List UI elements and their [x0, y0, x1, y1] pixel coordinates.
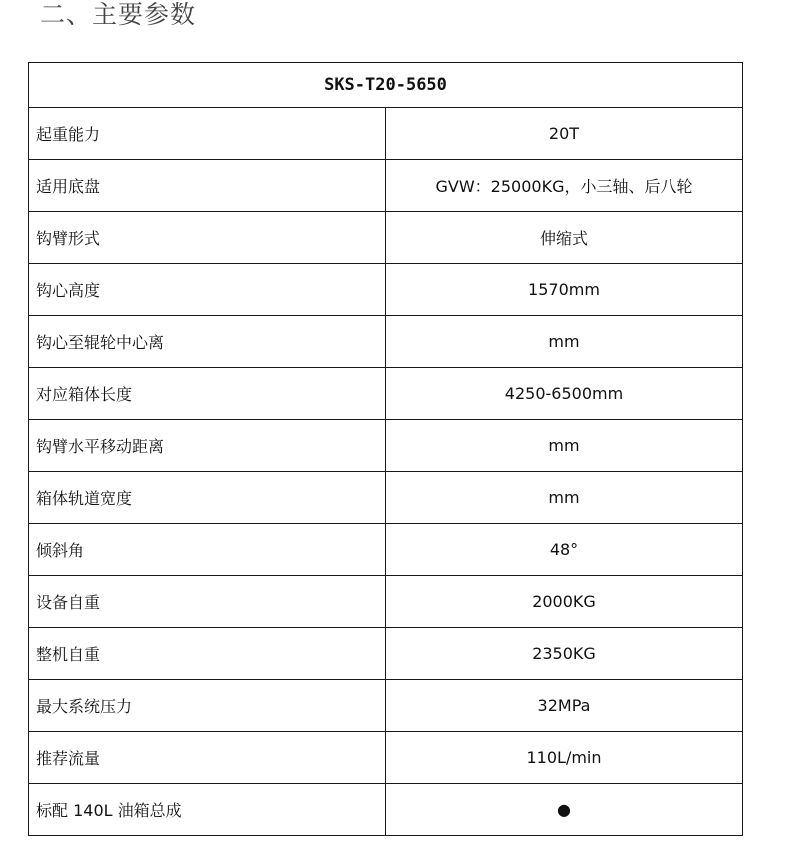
param-label: 箱体轨道宽度	[29, 472, 386, 524]
param-label: 推荐流量	[29, 732, 386, 784]
param-label: 标配 140L 油箱总成	[29, 784, 386, 836]
param-label: 钩臂水平移动距离	[29, 420, 386, 472]
table-row	[29, 576, 743, 628]
param-label: 整机自重	[29, 628, 386, 680]
table-row	[29, 628, 743, 680]
param-label: 钩臂形式	[29, 212, 386, 264]
section-heading: 二、主要参数	[40, 0, 197, 29]
param-value: 32MPa	[386, 680, 743, 732]
table-row	[29, 732, 743, 784]
param-label: 钩心高度	[29, 264, 386, 316]
table-row	[29, 264, 743, 316]
param-value: 2000KG	[386, 576, 743, 628]
table-row	[29, 472, 743, 524]
table-row	[29, 420, 743, 472]
param-label: 对应箱体长度	[29, 368, 386, 420]
table-row	[29, 212, 743, 264]
param-value: 110L/min	[386, 732, 743, 784]
table-row	[29, 160, 743, 212]
param-value: 伸缩式	[386, 212, 743, 264]
table-row	[29, 680, 743, 732]
table-row	[29, 368, 743, 420]
parameters-table	[28, 62, 743, 836]
param-value: 48°	[386, 524, 743, 576]
standard-equipment-bullet: ●	[386, 784, 743, 836]
param-value: 4250-6500mm	[386, 368, 743, 420]
table-row	[29, 784, 743, 836]
param-label: 最大系统压力	[29, 680, 386, 732]
param-value: mm	[386, 316, 743, 368]
table-row	[29, 316, 743, 368]
param-value: GVW：25000KG，小三轴、后八轮	[386, 160, 743, 212]
param-value: 2350KG	[386, 628, 743, 680]
model-name: SKS-T20-5650	[29, 63, 743, 108]
param-label: 起重能力	[29, 108, 386, 160]
param-value: 20T	[386, 108, 743, 160]
param-value: mm	[386, 472, 743, 524]
param-label: 设备自重	[29, 576, 386, 628]
param-label: 倾斜角	[29, 524, 386, 576]
table-row	[29, 524, 743, 576]
table-row	[29, 108, 743, 160]
table-header-row	[29, 63, 743, 108]
param-value: 1570mm	[386, 264, 743, 316]
param-value: mm	[386, 420, 743, 472]
param-label: 钩心至辊轮中心离	[29, 316, 386, 368]
param-label: 适用底盘	[29, 160, 386, 212]
